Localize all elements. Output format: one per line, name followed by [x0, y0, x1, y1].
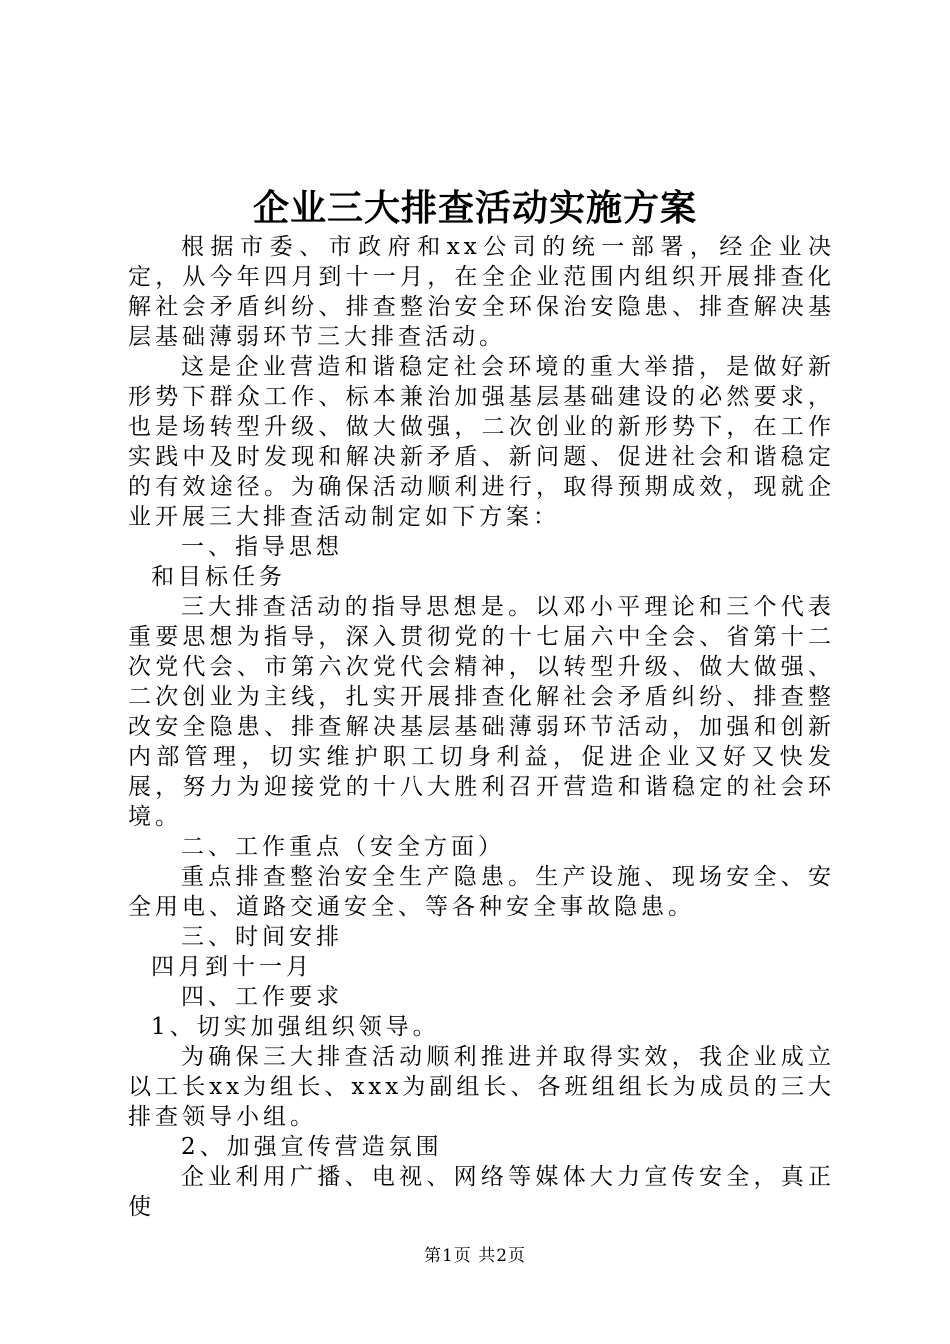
section-heading-schedule: 三、时间安排: [181, 924, 343, 950]
section-heading-work-focus: 二、工作重点（安全方面）: [181, 834, 505, 860]
page-footer: 第1页 共2页: [423, 1246, 527, 1266]
subheading-publicity: 2、加强宣传营造氛围: [181, 1134, 443, 1160]
paragraph-work-focus: 重点排查整治安全生产隐患。生产设施、现场安全、安全用电、道路交通安全、等各种安全事故隐患。: [128, 864, 835, 920]
paragraph-publicity: 企业利用广播、电视、网络等媒体大力宣传安全，真正使: [128, 1164, 835, 1220]
document-title: 企业三大排查活动实施方案: [252, 187, 697, 229]
paragraph-significance: 这是企业营造和谐稳定社会环境的重大举措，是做好新形势下群众工作、标本兼治加强基层基础建设的必然要求，也是场转型升级、做大做强，二次创业的新形势下，在工作实践中及时发现和解决新矛盾、新问题、促进社会和谐稳定的有效途径。为确保活动顺利进行，取得预期成效，现就企业开展三大排查活动制定如下方案：: [128, 354, 835, 530]
paragraph-organization: 为确保三大排查活动顺利推进并取得实效，我企业成立以工长xx为组长、xxx为副组长、各班组组长为成员的三大排查领导小组。: [128, 1044, 835, 1130]
paragraph-schedule: 四月到十一月: [151, 954, 313, 980]
paragraph-guiding-ideology: 三大排查活动的指导思想是。以邓小平理论和三个代表重要思想为指导，深入贯彻党的十七届六中全会、省第十二次党代会、市第六次党代会精神，以转型升级、做大做强、二次创业为主线，扎实开展排查化解社会矛盾纠纷、排查整改安全隐患、排查解决基层基础薄弱环节活动，加强和创新内部管理，切实维护职工切身利益，促进企业又好又快发展，努力为迎接党的十八大胜利召开营造和谐稳定的社会环境。: [128, 594, 835, 830]
section-heading-goals-continued: 和目标任务: [151, 564, 286, 590]
subheading-organization: 1、切实加强组织领导。: [151, 1014, 440, 1040]
document-body: [128, 232, 835, 1222]
section-heading-requirements: 四、工作要求: [181, 984, 343, 1010]
section-heading-guiding-ideology: 一、指导思想: [181, 534, 343, 560]
paragraph-intro: 根据市委、市政府和xx公司的统一部署，经企业决定，从今年四月到十一月，在全企业范围内组织开展排查化解社会矛盾纠纷、排查整治安全环保治安隐患、排查解决基层基础薄弱环节三大排查活动。: [128, 234, 835, 350]
